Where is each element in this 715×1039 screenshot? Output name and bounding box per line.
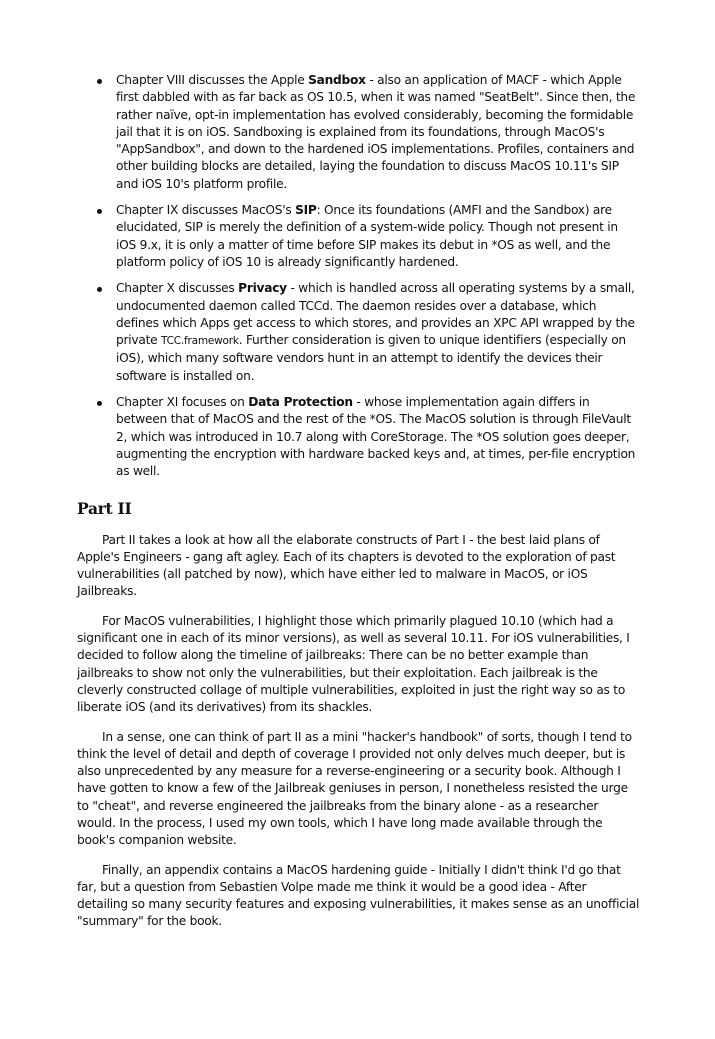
item-text: . Further consideration is given to unique identifiers (especially on iOS), which many software vendors hunt in an attempt to identify the devices their software is installed on.	[116, 333, 626, 383]
item-text: - also an application of MACF - which Apple first dabbled with as far back as OS 10.5, when it was named "SeatBelt". Since then, the rather naïve, opt-in implementation has evolved considerably, becoming the formidable jail that it is on iOS. Sandboxing is explained from its foundations, through MacOS's "AppSandbox", and down to the hardened iOS implementations. Profiles, containers and other building blocks are detailed, laying the foundation to discuss MacOS 10.11's SIP and iOS 10's platform profile.	[116, 73, 636, 191]
item-keyword: SIP	[295, 203, 317, 218]
bullet-icon	[97, 79, 102, 84]
paragraph: Finally, an appendix contains a MacOS hardening guide - Initially I didn't think I'd go that far, but a question from Sebastien Volpe made me think it would be a good idea - After detailing so many security features and exposing vulnerabilities, it makes sense as an unofficial "summary" for the book.	[77, 862, 640, 929]
section-heading: Part II	[77, 498, 132, 518]
item-text: Chapter IX discusses MacOS's	[116, 203, 296, 218]
item-text: Chapter VIII discusses the Apple	[116, 73, 309, 87]
paragraph: Part II takes a look at how all the elaborate constructs of Part I - the best laid plans of Apple's Engineers - gang aft agley. Each of its chapters is devoted to the exploration of past vulnerabilities (all patched by now), which have either led to malware in MacOS, or iOS Jailbreaks.	[77, 532, 616, 599]
bullet-icon	[97, 209, 102, 214]
item-keyword: Sandbox	[308, 73, 366, 87]
list-item-chapter-viii	[80, 72, 640, 193]
item-code: TCC.framework	[160, 335, 239, 348]
item-keyword: Data Protection	[248, 395, 353, 410]
item-text: : Once its foundations (AMFI and the Sandbox) are elucidated, SIP is merely the definition of a system-wide policy. Though not present in iOS 9.x, it is only a matter of time before SIP makes its debut in *OS as well, and the platform policy of iOS 10 is already significantly hardened.	[116, 203, 618, 269]
item-text: Chapter XI focuses on	[116, 395, 249, 410]
list-item-chapter-x	[80, 280, 640, 385]
item-text: - whose implementation again differs in between that of MacOS and the rest of the *OS. The MacOS solution is through FileVault 2, which was introduced in 10.7 along with CoreStorage. The *OS solution goes deeper, augmenting the encryption with hardware backed keys and, at times, per-file encryption as well.	[116, 395, 636, 479]
item-text: - which is handled across all operating systems by a small, undocumented daemon called TCCd. The daemon resides over a database, which defines which Apps get access to which stores, and provides an XPC API wrapped by the private	[116, 281, 635, 348]
list-item-chapter-xi	[80, 394, 640, 480]
item-text: Chapter X discusses	[116, 281, 239, 296]
document-page	[77, 72, 640, 943]
item-keyword: Privacy	[238, 281, 287, 296]
list-item-chapter-ix	[80, 202, 640, 271]
chapter-list	[80, 72, 640, 481]
paragraph: In a sense, one can think of part II as a mini "hacker's handbook" of sorts, though I tend to think the level of detail and depth of coverage I provided not only delves much deeper, but is also unprecedented by any measure for a reverse-engineering or a security book. Although I have gotten to know a few of the Jailbreak geniuses in person, I nonetheless resisted the urge to "cheat", and reverse engineered the jailbreaks from the binary alone - as a researcher would. In the process, I used my own tools, which I have long made available through the book's companion website.	[77, 729, 632, 848]
paragraph: For MacOS vulnerabilities, I highlight those which primarily plagued 10.10 (which had a significant one in each of its minor versions), as well as several 10.11. For iOS vulnerabilities, I decided to follow along the timeline of jailbreaks: There can be no better example than jailbreaks to show not only the vulnerabilities, but their exploitation. Each jailbreak is the cleverly constructed collage of multiple vulnerabilities, exploited in just the right way so as to liberate iOS (and its derivatives) from its shackles.	[77, 613, 630, 715]
bullet-icon	[97, 401, 102, 406]
bullet-icon	[97, 287, 102, 292]
